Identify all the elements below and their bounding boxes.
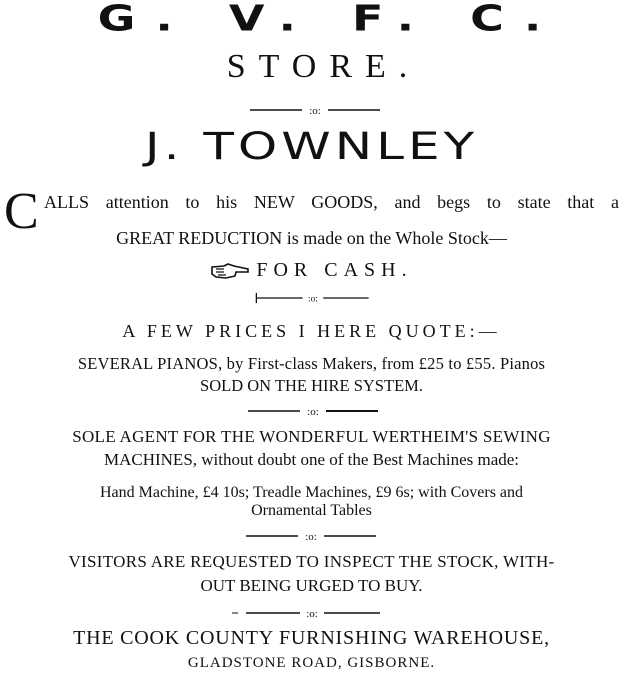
store-heading: STORE. [226, 48, 421, 85]
divider-rule [232, 607, 380, 619]
proprietor-name: J. TOWNLEY [144, 125, 479, 168]
intro-line-1: ALLS attention to his NEW GOODS, and begs to state that a [44, 192, 619, 212]
pianos-line-2: SOLD ON THE HIRE SYSTEM. [200, 376, 423, 395]
divider-mark: :o: [307, 294, 318, 304]
prices-heading: A FEW PRICES I HERE QUOTE:— [122, 321, 501, 341]
visitors-line-1: VISITORS ARE REQUESTED TO INSPECT THE STOCK, WITH- [68, 552, 555, 571]
warehouse-address: GLADSTONE ROAD, GISBORNE. [187, 655, 436, 671]
intro-line-2: GREAT REDUCTION is made on the Whole Stock— [116, 228, 507, 248]
divider-rule [248, 405, 378, 417]
sewing-tables-line: Ornamental Tables [251, 502, 372, 519]
drop-cap: C [4, 183, 39, 240]
divider-mark: :o: [306, 608, 318, 619]
divider-mark: :o: [305, 531, 317, 542]
sewing-prices-line: Hand Machine, £4 10s; Treadle Machines, £9 6s; with Covers and [99, 484, 524, 501]
divider-rule [246, 530, 376, 542]
sewing-line-2: MACHINES, without doubt one of the Best Machines made: [103, 450, 520, 469]
for-cash-line [0, 260, 623, 280]
visitors-line-2: OUT BEING URGED TO BUY. [200, 576, 423, 595]
divider-rule [245, 292, 380, 304]
pointing-hand-icon [210, 262, 250, 280]
divider-mark: :o: [309, 105, 321, 116]
warehouse-name: THE COOK COUNTY FURNISHING WAREHOUSE, [73, 627, 550, 649]
store-initials-heading: G. V. F. C. [97, 0, 562, 39]
sewing-line-1: SOLE AGENT FOR THE WONDERFUL WERTHEIM'S SEWING [72, 427, 551, 446]
for-cash-text: FOR CASH. [256, 259, 413, 281]
divider-rule [250, 104, 380, 116]
pianos-line-1: SEVERAL PIANOS, by First-class Makers, from £25 to £55. Pianos [77, 354, 546, 373]
divider-mark: :o: [307, 406, 319, 417]
